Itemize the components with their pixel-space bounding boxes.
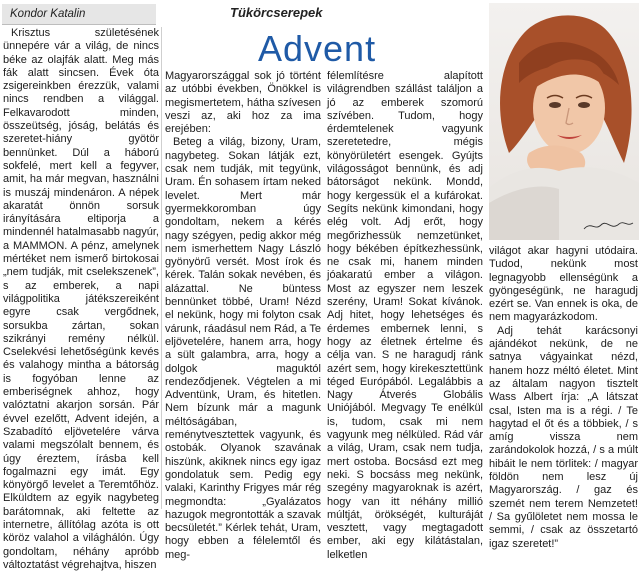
paragraph: Krisztus születésének ünnepére vár a világ, de nincs béke az olajfák alatt. Meg más fák alatt sincsen. Évek óta zsigereinkben érezzük, valami nincs rendben a világgal. Felkavarodott minden, összeütség, jóság, belátás és szeretet-hiány gyötör bennünket. Dúl a háború sokfelé, mert kell a fegyver, amit, ha már megvan, használni is muszáj mindenáron. A népek akaratát önnön sorsuk irányítására eltiporja a mindennél hatalmasabb nagyúr, a MAMMON. A pénz, amelynek mértéket nem ismerő birtokosai „nem tudják, mit cselekszenek”, s az emberek, a napi világpolitika játékszereiként egyre csak vergődnek, sorsukba zártan, sokan szikrányi remény nélkül. Cselekvési lehetőségünk kevés és valahogy mintha a bátorság is fogyóban lenne az emberiségnek ahhoz, hogy valóztatni akarjon sorsán. Pár évvel ezelőtt, Advent idején, a Szabadító eljövetelére várva valami megszólalt bennem, és úgy éreztem, írásba kell fogalmazni egy imát. Egy könyörgő levelet a Teremtőhöz. Elküldtem az egyik nagybeteg barátomnak, aki feltette az internetre, állítólag azóta is ott köröz valahol a világhálón. Úgy gondoltam, néhány apróbb változtatást végrehajtva, hiszen: [3, 27, 159, 571]
paragraph: félemlítésre alapított világrendben szállást találjon a jó az emberek szomorú szívében. Tudom, hogy érdemtelenek vagyunk szeretetedre, mégis könyörületért esengek. Gyújts világosságot bennünk, és adj bátorságot nekünk. Mondd, hogy kergessük el a kufárokat. Segíts nekünk kimondani, hogy elég volt. Adj erőt, hogy megőrizhessük nemzetünket, hogy békében építkezhessünk, ne csak mi, hanem minden jóakaratú ember a világon. Most az egyszer nem leszek szerény, Uram! Sokat kívánok. Adj hitet, hogy lehetséges és érdemes embernek lenni, s hogy az életnek értelme és célja van. S ne haragudj ránk azért sem, hogy kirekesztettünk téged Európából. Legalábbis a Nagy Átverés Globális Uniójából. Megvagy Te enélkül is, tudom, csak mi nem vagyunk meg nélküled. Rád vár a világ, Uram, csak nem tudja, mert ostoba. Bocsásd ezt meg neki. S bocsáss meg nekünk, szegény magyaroknak is azért, hogy van itt néhány millió múltját, örökségét, kulturáját vesztett, vagy megtagadott ember, aki egy kilátástalan, lelketlen: [327, 70, 483, 561]
article-title: Advent: [258, 28, 377, 69]
column-kicker: Tükörcserepek: [230, 5, 323, 20]
text-column-3: [327, 70, 483, 561]
author-photo: [489, 3, 639, 240]
paragraph: Beteg a világ, bizony, Uram, nagybeteg. Sokan látják ezt, csak nem tudják, mit tegyünk, Uram. Én sohasem írtam neked levelet. Mert már gyermekkoromban úgy gondoltam, nekem a kérés nagy szégyen, pedig akkor még nem ismerhettem Nagy László gyönyörű versét. Most írok és kérek. Talán sokak nevében, és alázattal. Ne büntess bennünket többé, Uram! Nézd el nekünk, hogy mi folyton csak várunk, ráadásul nem Rád, a Te eljövetelére, hanem arra, hogy a sült galambra, arra, hogy a dolgok maguktól rendeződjenek. Végtelen a mi Adventünk, Uram, és hitetlen. Nem bízunk már a magunk méltóságában, reménytvesztettek vagyunk, és ostobák. Olyanok szavának hiszünk, akiknek nincs egy igaz gondolatuk sem. Pedig egy valaki, Karinthy Frigyes már rég megmondta: „Gyalázatos hazugok megrontották a szavak becsületét.” Kérlek tehát, Uram, hogy ebben a félelemtől és meg-: [165, 136, 321, 561]
author-name: Kondor Katalin: [10, 8, 86, 20]
text-column-1: [3, 27, 159, 571]
paragraph: Magyarországgal sok jó történt az utóbbi években, Önökkel is megismertetem, hátha szívesen veszi az, aki hoz za ima erejében:: [165, 70, 321, 136]
text-column-2: [165, 70, 321, 561]
portrait-illustration: [489, 3, 639, 240]
paragraph: Adj tehát karácsonyi ajándékot nekünk, de ne satnya vágyainkat nézd, hanem hozz méltó életet. Mint az általam nagyon tisztelt Wass Albert írja: „A látszat csal, Isten ma is a régi. / Te hagytad el őt és a többiek, / s amíg vissza nem zarándokolok hozzá, / s a múlt hibáit le nem törlitek: / magyar földön nem lesz új Magyarország. / gaz és szemét nem terem Nemzetet! / Sa gyűlöletet nem mossa le semmi, / csak az összetartó igaz szeretet!”: [489, 324, 638, 550]
text-column-4: [489, 245, 638, 550]
author-box: [2, 4, 156, 25]
column-divider: [161, 27, 162, 509]
paragraph: világot akar hagyni utódaira. Tudod, nekünk most legnagyobb ellenségünk a gyöngeségünk, ne haragudj ezért se. Van ennek is oka, de nem magyarázkodom.: [489, 245, 638, 324]
